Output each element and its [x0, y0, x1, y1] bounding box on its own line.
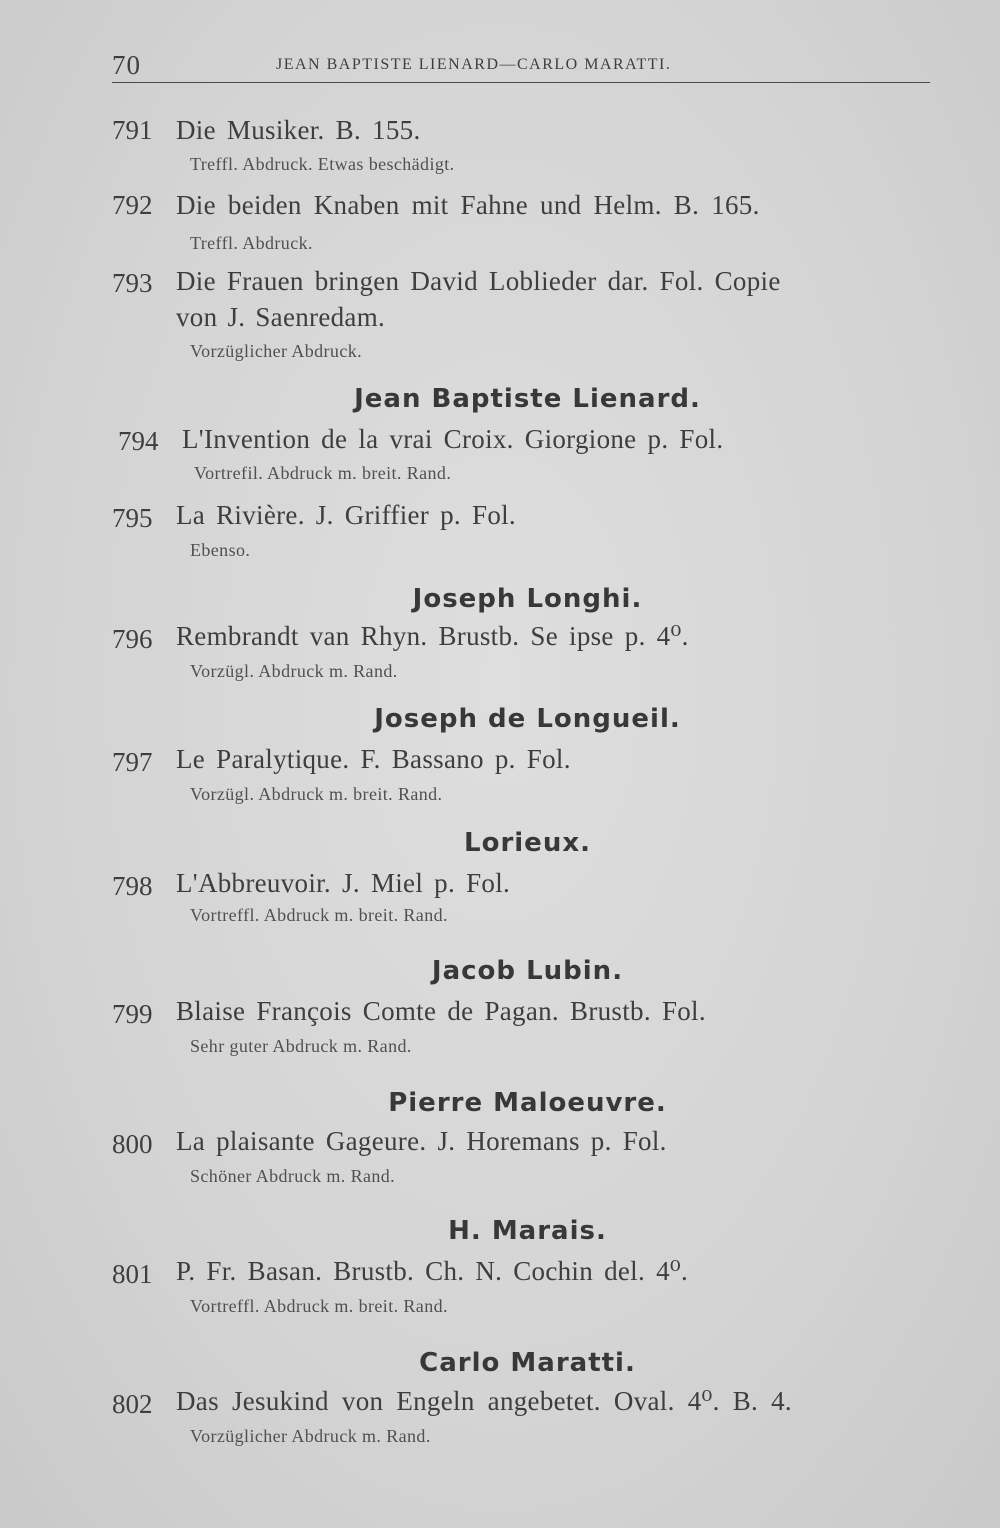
- entry-number: 797: [112, 747, 153, 777]
- entry-title: Rembrandt van Rhyn. Brustb. Se ipse p. 4⁰.: [176, 621, 689, 651]
- entry-number: 799: [112, 999, 153, 1029]
- entry-title: La Rivière. J. Griffier p. Fol.: [176, 500, 516, 530]
- entry-note: Ebenso.: [190, 540, 251, 560]
- entry-note: Vorzüglicher Abdruck m. Rand.: [190, 1426, 431, 1446]
- entry-title: Die Musiker. B. 155.: [176, 115, 421, 145]
- artist-heading: Joseph de Longueil.: [374, 704, 681, 734]
- entry-note: Vortreffl. Abdruck m. breit. Rand.: [190, 1296, 448, 1316]
- page-number: 70: [112, 50, 141, 80]
- entry-note: Vortreffl. Abdruck m. breit. Rand.: [190, 905, 448, 925]
- entry-note: Vorzüglicher Abdruck.: [190, 341, 363, 361]
- entry-title: Blaise François Comte de Pagan. Brustb. Fol.: [176, 996, 706, 1026]
- entry-number: 792: [112, 190, 153, 220]
- entry-title: L'Abbreuvoir. J. Miel p. Fol.: [176, 868, 511, 898]
- entry-title: Le Paralytique. F. Bassano p. Fol.: [176, 744, 571, 774]
- entry-note: Treffl. Abdruck.: [190, 233, 313, 253]
- entry-number: 796: [112, 624, 153, 654]
- entry-title: P. Fr. Basan. Brustb. Ch. N. Cochin del. 4⁰.: [176, 1256, 689, 1286]
- entry-number: 795: [112, 503, 153, 533]
- artist-heading: Joseph Longhi.: [412, 584, 643, 614]
- entry-number: 791: [112, 115, 153, 145]
- entry-number: 794: [118, 426, 159, 456]
- entry-note: Vorzügl. Abdruck m. breit. Rand.: [190, 784, 443, 804]
- entry-title: Das Jesukind von Engeln angebetet. Oval. 4⁰. B. 4.: [176, 1386, 792, 1416]
- entry-note: Vorzügl. Abdruck m. Rand.: [190, 661, 398, 681]
- entry-number: 800: [112, 1129, 153, 1159]
- artist-heading: H. Marais.: [448, 1216, 607, 1246]
- artist-heading: Carlo Maratti.: [419, 1348, 636, 1378]
- header-rule: [112, 82, 930, 83]
- artist-heading: Pierre Maloeuvre.: [388, 1088, 667, 1118]
- entry-title: Die beiden Knaben mit Fahne und Helm. B. 165.: [176, 190, 760, 220]
- artist-heading: Jacob Lubin.: [431, 956, 624, 986]
- entry-title-continued: von J. Saenredam.: [176, 302, 386, 332]
- running-head: JEAN BAPTISTE LIENARD—CARLO MARATTI.: [276, 56, 672, 73]
- entry-title: Die Frauen bringen David Loblieder dar. Fol. Copie: [176, 266, 781, 296]
- entry-number: 802: [112, 1389, 153, 1419]
- entry-number: 793: [112, 268, 153, 298]
- artist-heading: Jean Baptiste Lienard.: [354, 384, 701, 414]
- entry-number: 801: [112, 1259, 153, 1289]
- entry-note: Vortrefil. Abdruck m. breit. Rand.: [194, 463, 452, 483]
- entry-number: 798: [112, 871, 153, 901]
- entry-note: Sehr guter Abdruck m. Rand.: [190, 1036, 412, 1056]
- entry-title: L'Invention de la vrai Croix. Giorgione p. Fol.: [182, 424, 724, 454]
- artist-heading: Lorieux.: [464, 828, 591, 858]
- entry-note: Schöner Abdruck m. Rand.: [190, 1166, 396, 1186]
- entry-note: Treffl. Abdruck. Etwas beschädigt.: [190, 154, 455, 174]
- entry-title: La plaisante Gageure. J. Horemans p. Fol.: [176, 1126, 667, 1156]
